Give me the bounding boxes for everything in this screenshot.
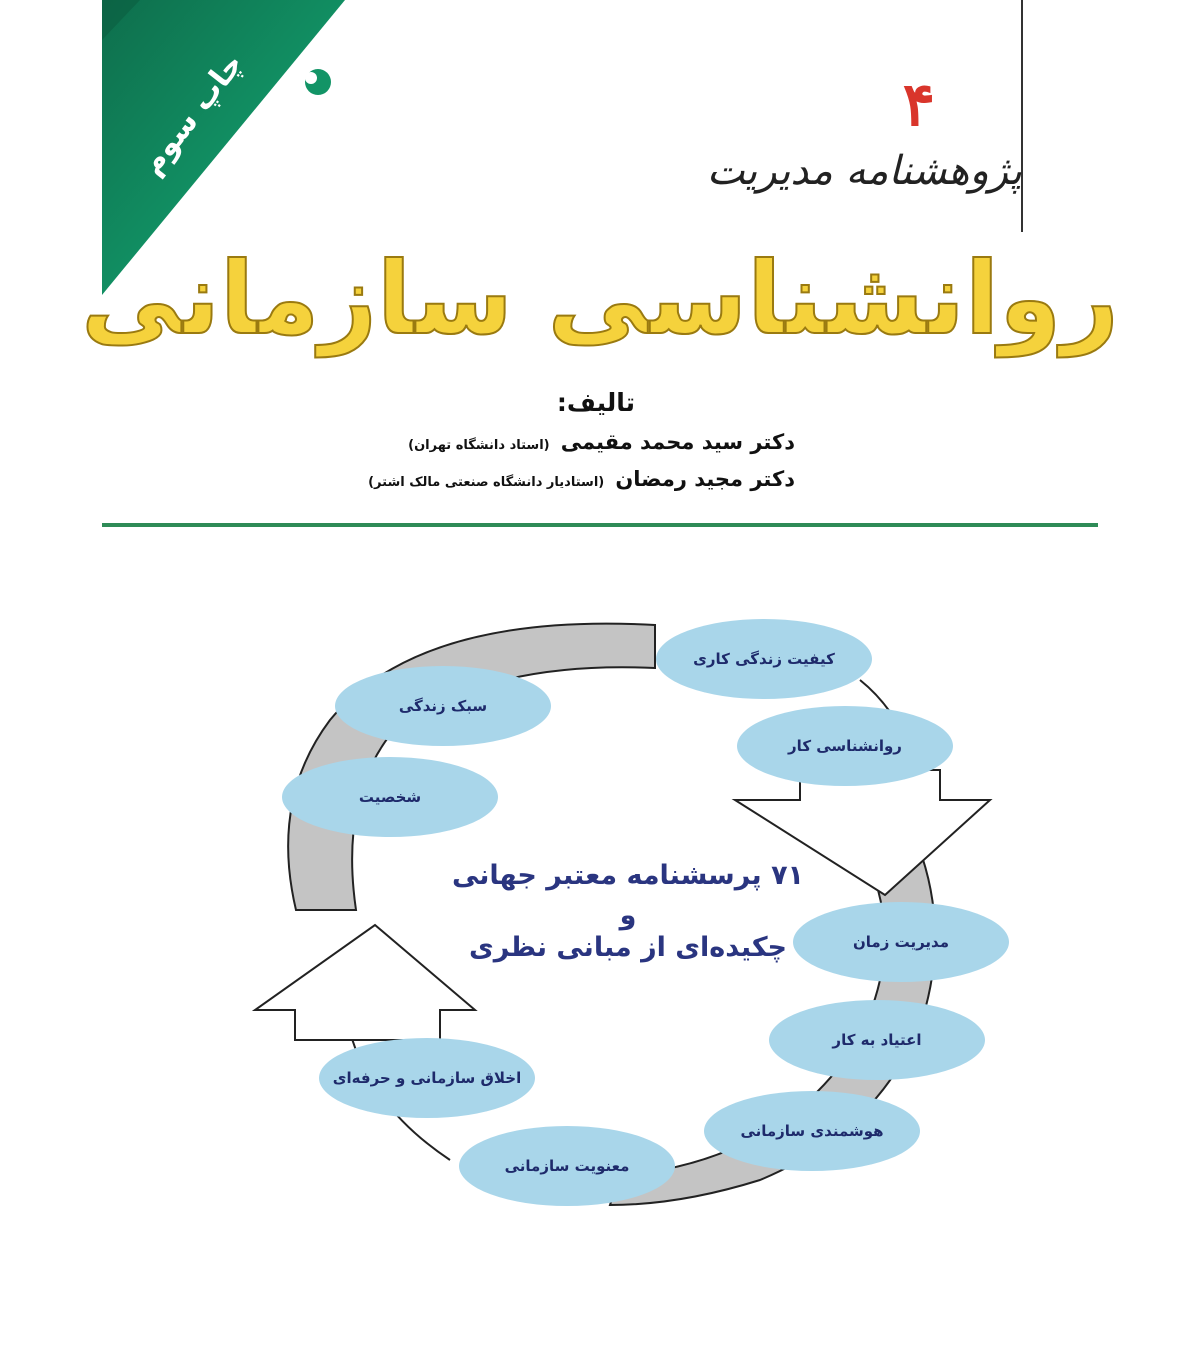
author-name: دکتر سید محمد مقیمی — [560, 430, 795, 454]
topic-label: سبک زندگی — [398, 697, 488, 715]
book-title: روانشناسی سازمانی — [81, 240, 1119, 357]
author-affiliation: (استاد دانشگاه تهران) — [408, 438, 550, 453]
series-number: ۴ — [902, 70, 935, 140]
authors-heading: تالیف: — [556, 388, 635, 417]
divider-rule — [102, 523, 1098, 527]
topic-label: اعتیاد به کار — [832, 1031, 922, 1049]
edition-label: چاپ سوم — [134, 46, 251, 182]
topic-label: اخلاق سازمانی و حرفه‌ای — [332, 1069, 522, 1087]
topics-cycle-diagram — [0, 560, 1200, 1260]
center-title-line: چکیده‌ای از مبانی نظری — [468, 932, 788, 963]
topic-label: معنویت سازمانی — [504, 1157, 630, 1175]
series-divider — [1021, 0, 1023, 232]
author-line — [408, 430, 795, 454]
topic-label: روانشناسی کار — [788, 737, 902, 755]
author-name: دکتر مجید رمضان — [615, 467, 795, 491]
series-name: پژوهشنامه مدیریت — [706, 148, 1022, 194]
topic-label: شخصیت — [358, 788, 422, 806]
author-line — [368, 467, 795, 491]
topic-label: کیفیت زندگی کاری — [693, 650, 835, 668]
center-title-line: ۷۱ پرسشنامه معتبر جهانی — [451, 860, 805, 891]
author-affiliation: (استادیار دانشگاه صنعتی مالک اشتر) — [368, 475, 605, 490]
arrow-up-icon — [255, 925, 475, 1040]
publisher-logo-icon — [298, 60, 350, 102]
center-title-line: و — [619, 900, 637, 931]
topic-label: هوشمندی سازمانی — [740, 1122, 884, 1140]
topic-label: مدیریت زمان — [852, 933, 950, 951]
